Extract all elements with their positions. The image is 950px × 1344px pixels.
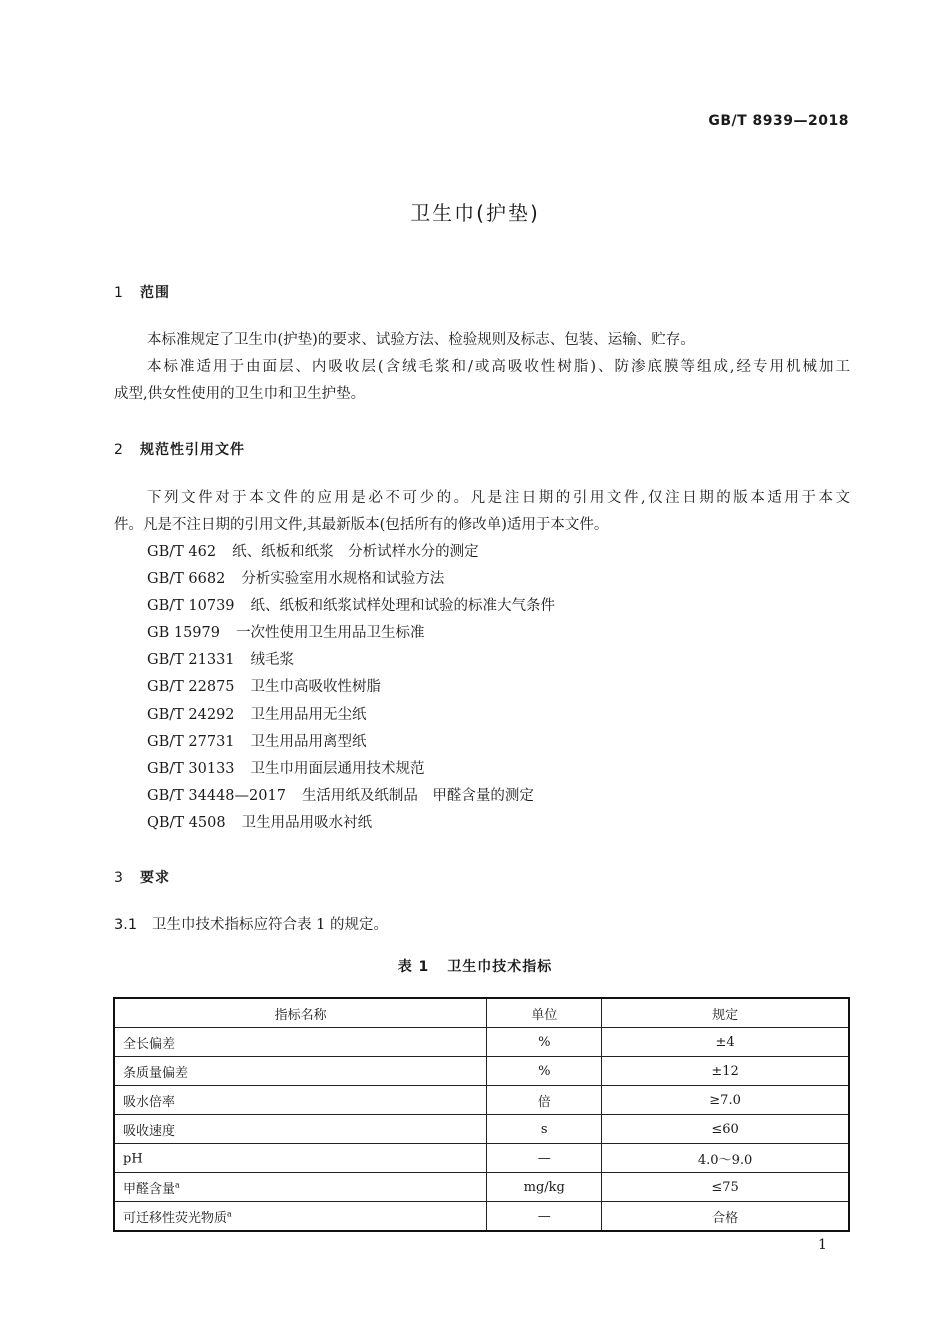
scope-paragraph-2-line-1: 本标准适用于由面层、内吸收层(含绒毛浆和/或高吸收性树脂)、防渗底膜等组成,经专用机械加工 [147,359,850,375]
reference-item [147,647,847,674]
reference-item [147,783,847,810]
table-number: 表 1 [397,959,430,975]
footnote-mark: a [175,1180,180,1190]
unit-cell: — [487,1144,602,1173]
section-heading-requirements [114,867,170,887]
reference-item [147,756,847,783]
reference-item [147,593,847,620]
reference-title: 纸、纸板和纸浆试样处理和试验的标准大气条件 [250,598,556,615]
reference-title: 卫生巾用面层通用技术规范 [250,760,425,777]
reference-title: 卫生巾高吸收性树脂 [250,679,382,696]
indicator-name: 吸水倍率 [114,1086,487,1115]
reference-code: GB/T 21331 [147,652,235,669]
reference-item [147,539,847,566]
column-header-indicator: 指标名称 [114,998,487,1028]
section-number: 2 [114,442,123,458]
reference-item [147,702,847,729]
unit-cell: % [487,1057,602,1086]
section-heading-scope [114,282,170,302]
reference-code: GB/T 34448—2017 [147,787,286,804]
section-title: 要求 [140,870,170,886]
requirement-cell: 4.0～9.0 [602,1144,849,1173]
clause-3-1 [114,913,388,934]
references-intro-line-2: 件。凡是不注日期的引用文件,其最新版本(包括所有的修改单)适用于本文件。 [114,517,609,533]
unit-cell: mg/kg [487,1173,602,1202]
unit-cell: % [487,1028,602,1057]
table-header-row [114,998,849,1028]
section-number: 1 [114,285,123,301]
table-row [114,1086,849,1115]
reference-item [147,674,847,701]
unit-cell: — [487,1202,602,1232]
reference-code: GB/T 10739 [147,598,235,615]
reference-code: GB 15979 [147,625,220,642]
requirement-cell: ≤75 [602,1173,849,1202]
reference-title: 生活用纸及纸制品 甲醛含量的测定 [301,787,534,804]
scope-paragraph-2-line-2: 成型,供女性使用的卫生巾和卫生护垫。 [114,386,366,402]
reference-title: 分析实验室用水规格和试验方法 [241,571,445,588]
reference-title: 纸、纸板和纸浆 分析试样水分的测定 [232,544,479,560]
reference-item [147,810,847,837]
reference-title: 卫生用品用离型纸 [250,733,367,750]
indicator-name: 甲醛含量$^a$ [114,1173,487,1202]
reference-code: GB/T 27731 [147,733,235,750]
references-intro-line-1: 下列文件对于本文件的应用是必不可少的。凡是注日期的引用文件,仅注日期的版本适用于本文 [147,490,850,506]
reference-title: 绒毛浆 [250,652,295,669]
reference-item [147,566,847,593]
reference-title: 一次性使用卫生用品卫生标准 [235,625,425,642]
indicator-name: 全长偏差 [114,1028,487,1057]
indicator-name: 条质量偏差 [114,1057,487,1086]
clause-number: 3.1 [114,917,138,933]
page-number: 1 [818,1237,827,1253]
indicator-name: 吸收速度 [114,1115,487,1144]
reference-code: GB/T 462 [147,544,217,560]
requirement-cell: ±12 [602,1057,849,1086]
reference-code: QB/T 4508 [147,814,226,831]
reference-code: GB/T 30133 [147,760,235,777]
table-row [114,1202,849,1232]
footnote-mark: a [227,1209,232,1219]
requirement-cell: ≤60 [602,1115,849,1144]
requirement-cell: ±4 [602,1028,849,1057]
reference-list [147,539,847,837]
reference-item [147,729,847,756]
table-row [114,1144,849,1173]
table-caption [0,956,950,976]
indicator-name: pH [114,1144,487,1173]
table-row [114,1115,849,1144]
indicator-name: 可迁移性荧光物质$^a$ [114,1202,487,1232]
table-title: 卫生巾技术指标 [447,959,553,975]
section-title: 规范性引用文件 [140,442,245,458]
section-heading-normative-references [114,439,245,459]
reference-item [147,620,847,647]
unit-cell: s [487,1115,602,1144]
column-header-requirement: 规定 [602,998,849,1028]
section-number: 3 [114,870,123,886]
column-header-unit: 单位 [487,998,602,1028]
document-title: 卫生巾(护垫) [410,201,540,225]
reference-title: 卫生用品用无尘纸 [250,706,367,723]
scope-paragraph-1: 本标准规定了卫生巾(护垫)的要求、试验方法、检验规则及标志、包装、运输、贮存。 [147,332,695,348]
table-row [114,1057,849,1086]
specification-table [113,997,850,1232]
standard-code: GB/T 8939—2018 [708,113,849,129]
requirement-cell: ≥7.0 [602,1086,849,1115]
table-row [114,1173,849,1202]
reference-title: 卫生用品用吸水衬纸 [241,814,373,831]
unit-cell: 倍 [487,1086,602,1115]
reference-code: GB/T 6682 [147,571,226,588]
reference-code: GB/T 24292 [147,706,235,723]
clause-text: 卫生巾技术指标应符合表 1 的规定。 [152,917,388,933]
table-row [114,1028,849,1057]
requirement-cell: 合格 [602,1202,849,1232]
reference-code: GB/T 22875 [147,679,235,696]
section-title: 范围 [140,285,170,301]
